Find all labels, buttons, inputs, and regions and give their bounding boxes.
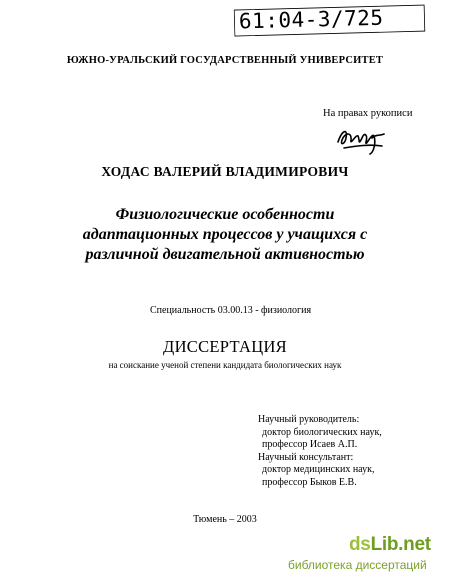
archive-stamp	[234, 3, 431, 38]
supervisor-label: Научный руководитель:	[258, 414, 360, 425]
consultant-degree: доктор медицинских наук,	[262, 464, 375, 475]
watermark-tagline: библиотека диссертаций	[288, 558, 427, 572]
watermark-logo-prefix: ds	[349, 534, 371, 555]
consultant-label: Научный консультант:	[258, 451, 354, 463]
thesis-title-line-2: адаптационных процессов у учащихся с	[82, 226, 368, 243]
thesis-title	[0, 205, 450, 265]
degree-line: на соискание ученой степени кандидата биологических наук	[108, 360, 342, 370]
watermark-logo[interactable]	[349, 534, 431, 556]
place-year: Тюмень – 2003	[193, 514, 257, 525]
specialty: Специальность 03.00.13 - физиология	[150, 305, 312, 316]
thesis-title-line-3: различной двигательной активностью	[85, 246, 365, 263]
thesis-title-line-1: Физиологические особенности	[115, 206, 335, 223]
watermark-logo-suffix: Lib.net	[370, 534, 431, 555]
rights-note: На правах рукописи	[323, 108, 413, 119]
author-name: ХОДАС ВАЛЕРИЙ ВЛАДИМИРОВИЧ	[101, 164, 349, 179]
document-type: ДИССЕРТАЦИЯ	[163, 337, 287, 356]
archive-stamp-text: 61:04-3/725	[238, 5, 384, 34]
handwritten-signature	[336, 122, 386, 156]
advisors-block	[258, 414, 382, 489]
consultant-name: профессор Быков Е.В.	[262, 476, 357, 488]
supervisor-degree: доктор биологических наук,	[262, 426, 382, 438]
university-name: ЮЖНО-УРАЛЬСКИЙ ГОСУДАРСТВЕННЫЙ УНИВЕРСИТЕТ	[66, 55, 384, 66]
supervisor-name: профессор Исаев А.П.	[262, 439, 358, 450]
